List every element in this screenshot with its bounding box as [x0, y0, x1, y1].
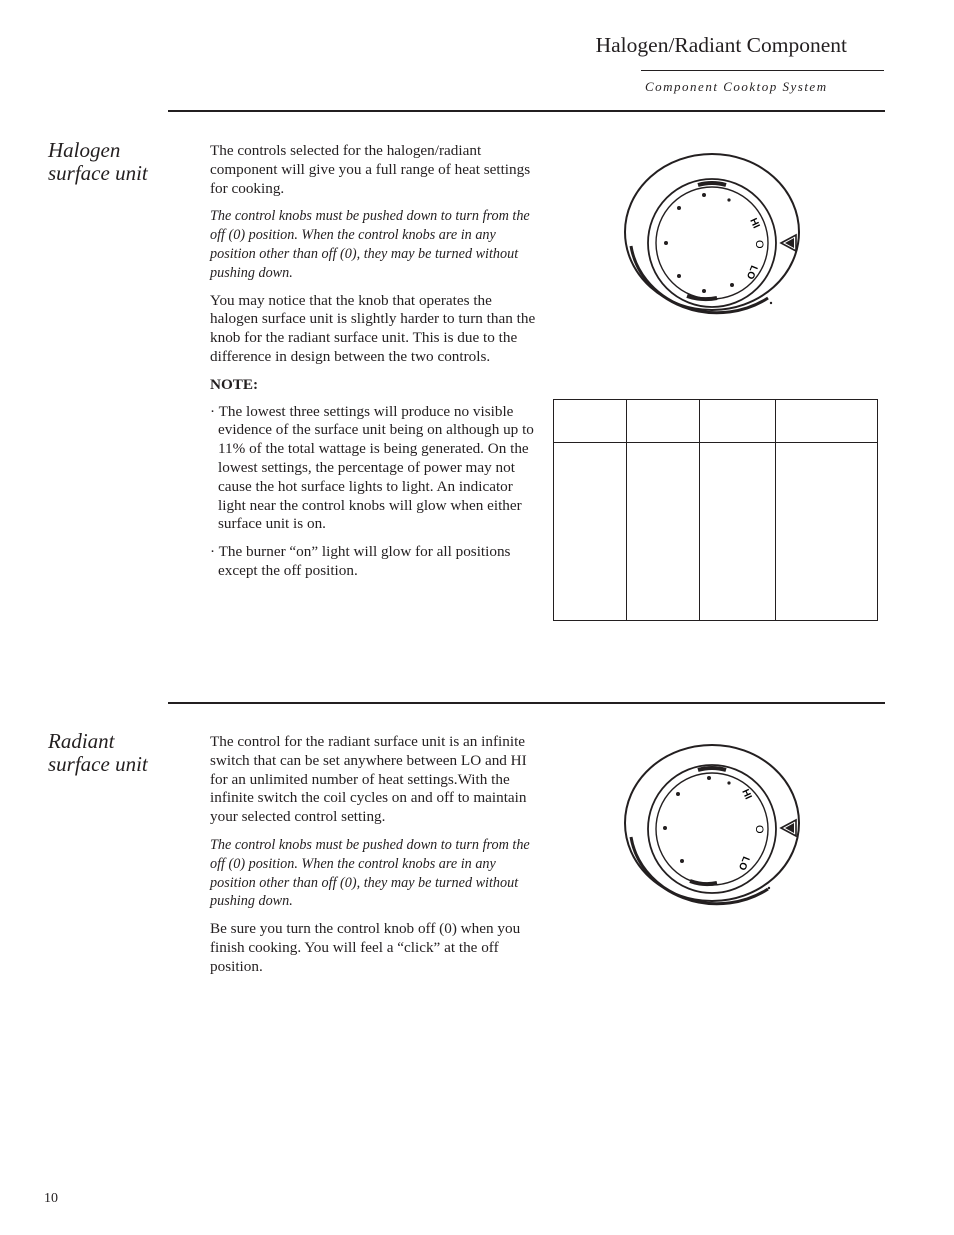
radiant-control-knob-illustration — [618, 739, 808, 909]
table-cell — [627, 400, 700, 443]
knob-off-label: O — [753, 240, 765, 249]
radiant-heading — [48, 730, 148, 776]
radiant-off-paragraph: Be sure you turn the control knob off (0) when you finish cooking. You will feel a “click” at the off position. — [210, 920, 521, 975]
note-bullet-burner-light: · The burner “on” light will glow for all positions except the off position. — [210, 543, 511, 579]
page-title: Halogen/Radiant Component — [595, 33, 847, 57]
knob-lo-label: LO — [735, 854, 752, 872]
halogen-control-knob-illustration — [618, 150, 808, 320]
section-divider-halogen — [168, 110, 885, 112]
radiant-heading-line1: Radiant — [48, 729, 115, 753]
section-divider-radiant — [168, 702, 885, 704]
halogen-heading-line1: Halogen — [48, 138, 121, 162]
radiant-intro-paragraph: The control for the radiant surface unit is an infinite switch that can be set anywhere between LO and HI for an unlimited number of heat settings.With the infinite switch the coil cycles on and off to maintain your selected control setting. — [210, 733, 527, 826]
radiant-body — [210, 733, 540, 986]
table-cell — [554, 443, 627, 621]
knob-off-label: O — [753, 825, 765, 834]
knob-hi-label: HI — [747, 216, 762, 231]
knob-lo-label: LO — [743, 263, 760, 281]
halogen-intro-paragraph: The controls selected for the halogen/radiant component will give you a full range of heat settings for cooking. — [210, 142, 531, 197]
halogen-heading — [48, 139, 148, 185]
table-cell — [627, 443, 700, 621]
table-cell — [776, 443, 878, 621]
table-cell — [554, 400, 627, 443]
halogen-body — [210, 142, 540, 590]
table-cell — [700, 443, 776, 621]
radiant-push-note: The control knobs must be pushed down to turn from the off (0) position. When the control knobs are in any position other than off (0), they may be turned without pushing down. — [210, 836, 530, 910]
header-rule — [641, 70, 884, 71]
settings-table — [553, 399, 878, 621]
note-label: NOTE: — [210, 375, 259, 393]
note-bullet-lowest-settings: · The lowest three settings will produce no visible evidence of the surface unit being on although up to 11% of the total wattage is being generated. On the lowest settings, the percentage of power may not cause the hot surface lights to light. An indicator light near the control knobs will glow when either surface unit is on. — [210, 402, 534, 533]
table-cell — [776, 400, 878, 443]
table-cell — [700, 400, 776, 443]
halogen-heading-line2: surface unit — [48, 161, 148, 185]
table-header-row — [554, 400, 878, 443]
knob-hi-label: HI — [739, 787, 754, 802]
page-subtitle: Component Cooktop System — [645, 79, 828, 94]
radiant-heading-line2: surface unit — [48, 752, 148, 776]
halogen-knob-paragraph: You may notice that the knob that operates the halogen surface unit is slightly harder to turn than the knob for the radiant surface unit. This is due to the difference in design between the two controls. — [210, 291, 536, 365]
halogen-push-note: The control knobs must be pushed down to turn from the off (0) position. When the control knobs are in any position other than off (0), they may be turned without pushing down. — [210, 208, 530, 281]
table-row — [554, 443, 878, 621]
page-number: 10 — [44, 1191, 58, 1206]
